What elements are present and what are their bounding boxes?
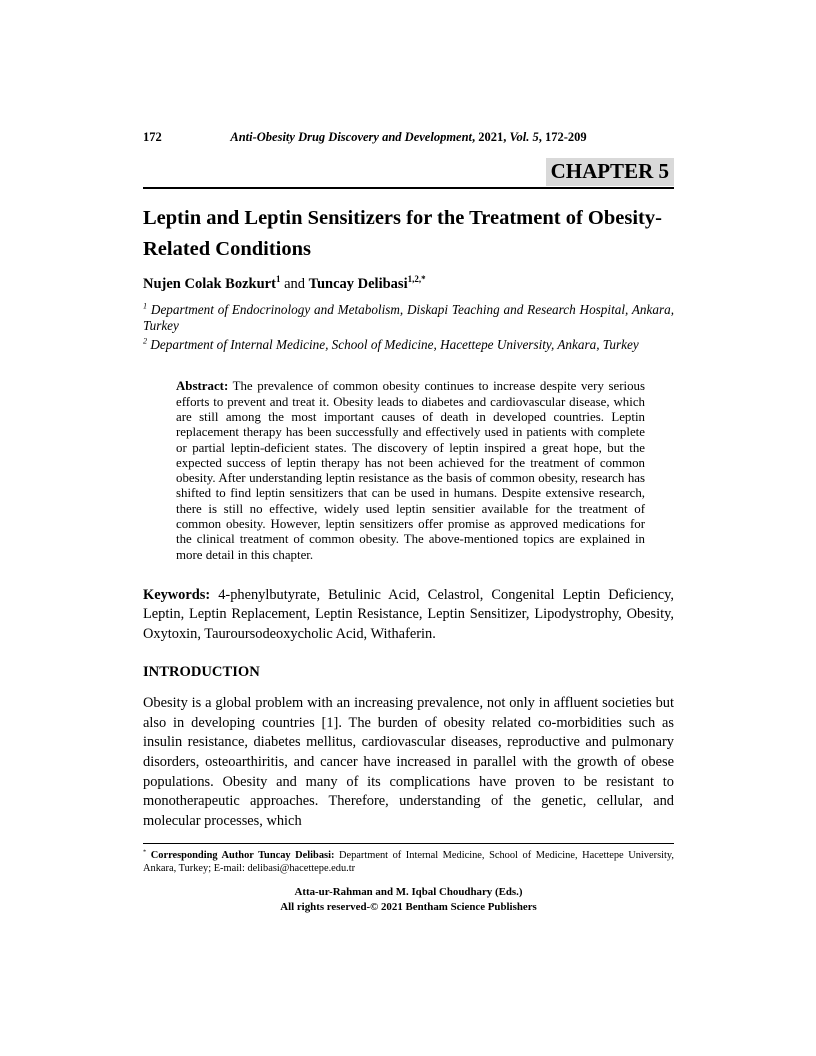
page-content (143, 130, 674, 914)
journal-pages: , 172-209 (538, 130, 587, 144)
journal-volume: Vol. 5 (509, 130, 539, 144)
affiliation-1-text: Department of Endocrinology and Metabolism, Diskapi Teaching and Research Hospital, Ankara, Turkey (143, 302, 674, 333)
footnote-marker: * (143, 848, 147, 856)
chapter-label: CHAPTER 5 (546, 158, 674, 186)
footer-editors-line: Atta-ur-Rahman and M. Iqbal Choudhary (Eds.) (294, 886, 523, 899)
journal-reference (143, 130, 674, 145)
journal-title: Anti-Obesity Drug Discovery and Development (230, 130, 473, 144)
article-title: Leptin and Leptin Sensitizers for the Treatment of Obesity-Related Conditions (143, 207, 662, 260)
abstract-text: The prevalence of common obesity continues to increase despite very serious efforts to prevent and treat it. Obesity leads to diabetes and cardiovascular disease, which are still among the most important causes of death in developed countries. Leptin replacement therapy has been successfully and effectively used in patients with complete or partial leptin-deficient states. The discovery of leptin inspired a great hope, but the expected success of leptin therapy has not been achieved for the treatment of common obesity. After understanding leptin resistance as the basis of common obesity, research has shifted to find leptin sensitizers that can be used in humans. Despite extensive research, there is still no effective, widely used leptin sensitier available for the treatment of common obesity. However, leptin sensitizers offer promise as approved medications for the clinical treatment of common obesity. The above-mentioned topics are explained in more detail in this chapter. (176, 379, 645, 562)
book-footer (143, 885, 674, 914)
keywords (143, 586, 674, 644)
affiliation-1 (143, 302, 674, 334)
author-2: Tuncay Delibasi (308, 276, 408, 292)
author-line (143, 276, 674, 293)
affiliation-2-text: Department of Internal Medicine, School of Medicine, Hacettepe University, Ankara, Turkey (147, 336, 639, 352)
corresponding-author-footnote (143, 849, 674, 875)
footnote-text: Department of Internal Medicine, School of Medicine, Hacettepe University, Ankara, Turkey; E-mail: delibasi@hacettepe.edu.tr (143, 850, 674, 875)
footnote-bold-text: Corresponding Author Tuncay Delibasi: (146, 850, 335, 862)
affiliation-1-superscript: 1 (143, 301, 148, 311)
affiliation-2 (143, 337, 674, 353)
journal-year: , 2021, (472, 130, 510, 144)
chapter-row (143, 158, 674, 186)
abstract (176, 379, 645, 563)
keywords-label: Keywords: (143, 586, 211, 603)
affiliations (143, 302, 674, 352)
introduction-paragraph: Obesity is a global problem with an increasing prevalence, not only in affluent societies but also in developing countries [1]. The burden of obesity related co-morbidities such as insulin resistance, diabetes mellitus, cardiovascular diseases, reproductive and pulmonary disorders, osteoarthiritis, and cancer have increased in parallel with the growth of obese populations. Obesity and many of its complications have proven to be resistant to monotherapeutic approaches. Therefore, understanding of the genetic, cellular, and molecular processes, which (143, 695, 674, 829)
footer-rights-line: All rights reserved-© 2021 Bentham Science Publishers (280, 900, 537, 913)
author-2-superscript: 1,2,* (407, 274, 426, 285)
introduction-heading: INTRODUCTION (143, 664, 260, 681)
author-1-superscript: 1 (275, 274, 281, 285)
keywords-text: 4-phenylbutyrate, Betulinic Acid, Celastrol, Congenital Leptin Deficiency, Leptin, Leptin Replacement, Leptin Resistance, Leptin Sensitizer, Lipodystrophy, Obesity, Oxytoxin, Tauroursodeoxycholic Acid, Withaferin. (143, 586, 674, 642)
author-1: Nujen Colak Bozkurt (143, 276, 276, 292)
header-rule (143, 187, 674, 189)
affiliation-2-superscript: 2 (143, 336, 148, 346)
author-connector: and (280, 276, 309, 292)
running-head (143, 130, 674, 147)
abstract-label: Abstract: (176, 379, 229, 394)
page-number: 172 (143, 130, 162, 144)
footnote-rule (143, 843, 674, 844)
